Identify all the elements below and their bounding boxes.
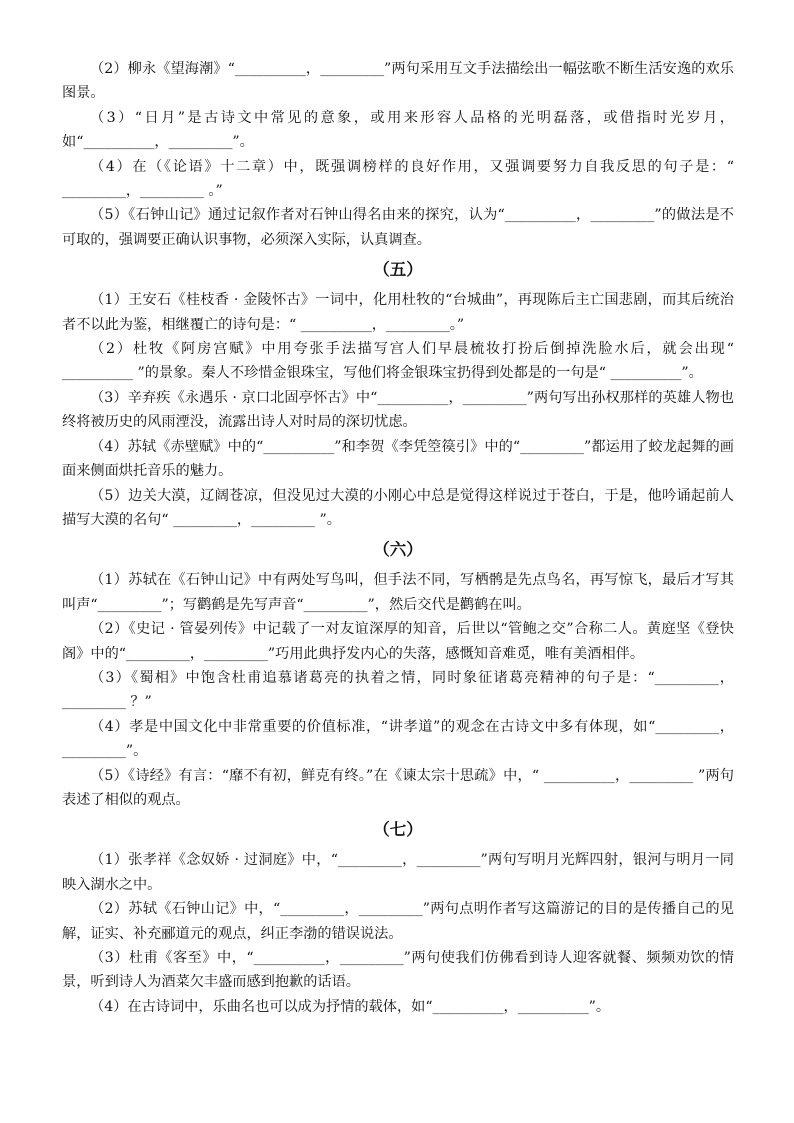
- question-item: （2）《史记 · 管晏列传》中记载了一对友谊深厚的知音，后世以“管鲍之交”合称二人。黄庭坚《登快阁》中的“_________，_________”巧用此典抒发内心的失落，感慨知音难觅，唯有美酒相伴。: [62, 621, 734, 662]
- question-item: （1）苏轼在《石钟山记》中有两处写鸟叫，但手法不同，写栖鹘是先点鸟名，再写惊飞，最后才写其叫声“_________”；写鹳鹤是先写声音“_________”，然后交代是鹳鹤在叫。: [62, 572, 734, 613]
- section-heading: （六）: [373, 540, 423, 560]
- section-continued: [62, 57, 739, 252]
- question-item: （3）“日月”是古诗文中常见的意象，或用来形容人品格的光明磊落，或借指时光岁月，如“__________，_________”。: [62, 109, 734, 151]
- section-five: [62, 259, 739, 532]
- section-heading: （五）: [373, 260, 423, 280]
- question-item: （2）柳永《望海潮》“__________，_________”两句采用互文手法描绘出一幅弦歌不断生活安逸的欢乐图景。: [62, 61, 734, 102]
- question-item: （5）边关大漠，辽阔苍凉，但没见过大漠的小刚心中总是觉得这样说过于苍白，于是，他吟诵起前人描写大漠的名句“ _________，_________ ”。: [62, 487, 734, 528]
- question-item: （4）在（《论语》十二章）中，既强调榜样的良好作用，又强调要努力自我反思的句子是：“ _________，_________ 。”: [62, 158, 739, 200]
- question-item: （1）张孝祥《念奴娇 · 过洞庭》中，“_________，_________”两句写明月光辉四射，银河与明月一同映入湖水之中。: [62, 852, 734, 893]
- question-item: （2）杜牧《阿房宫赋》中用夸张手法描写宫人们早晨梳妆打扮后倒掉洗脸水后，就会出现“ __________ ”的景象。秦人不珍惜金银珠宝，写他们将金银珠宝扔得到处都是的一句是“ __________”。: [62, 341, 739, 382]
- question-item: （3）辛弃疾《永遇乐 · 京口北固亭怀古》中“__________，_________”两句写出孙权那样的英雄人物也终将被历史的风雨湮没，流露出诗人对时局的深切忧虑。: [62, 389, 734, 431]
- question-item: （4）苏轼《赤壁赋》中的“__________”和李贺《李凭箜篌引》中的“_________”都运用了蛟龙起舞的画面来侧面烘托音乐的魅力。: [62, 438, 734, 480]
- section-six: [62, 539, 734, 812]
- section-seven: [62, 819, 734, 1019]
- question-item: （5）《诗经》有言：“靡不有初，鲜克有终。”在《谏太宗十思疏》中，“ __________，_________ ”两句表述了相似的观点。: [62, 767, 734, 808]
- question-item: （5）《石钟山记》通过记叙作者对石钟山得名由来的探究，认为“__________，_________”的做法是不可取的，强调要正确认识事物，必须深入实际，认真调查。: [62, 207, 734, 248]
- question-item: （3）《蜀相》中饱含杜甫追慕诸葛亮的执着之情，同时象征诸葛亮精神的句子是：“_________，_________ ？”: [62, 669, 734, 711]
- exam-page: [62, 57, 739, 1019]
- question-item: （4）在古诗词中，乐曲名也可以成为抒情的载体，如“__________，__________”。: [90, 998, 611, 1015]
- question-item: （4）孝是中国文化中非常重要的价值标准，“讲孝道”的观念在古诗文中多有体现，如“_________，_________”。: [62, 718, 734, 760]
- question-item: （2）苏轼《石钟山记》中，“_________，_________”两句点明作者写这篇游记的目的是传播自己的见解，证实、补充郦道元的观点，纠正李渤的错误说法。: [62, 901, 734, 942]
- question-item: （3）杜甫《客至》中，“__________，_________”两句使我们仿佛看到诗人迎客就餐、频频劝饮的情景，听到诗人为酒菜欠丰盛而感到抱歉的话语。: [62, 950, 734, 991]
- question-item: （1）王安石《桂枝香 · 金陵怀古》一词中，化用杜牧的“台城曲”，再现陈后主亡国悲剧，而其后统治者不以此为鉴，相继覆亡的诗句是：“ __________，_________。”: [62, 292, 734, 333]
- section-heading: （七）: [373, 820, 423, 840]
